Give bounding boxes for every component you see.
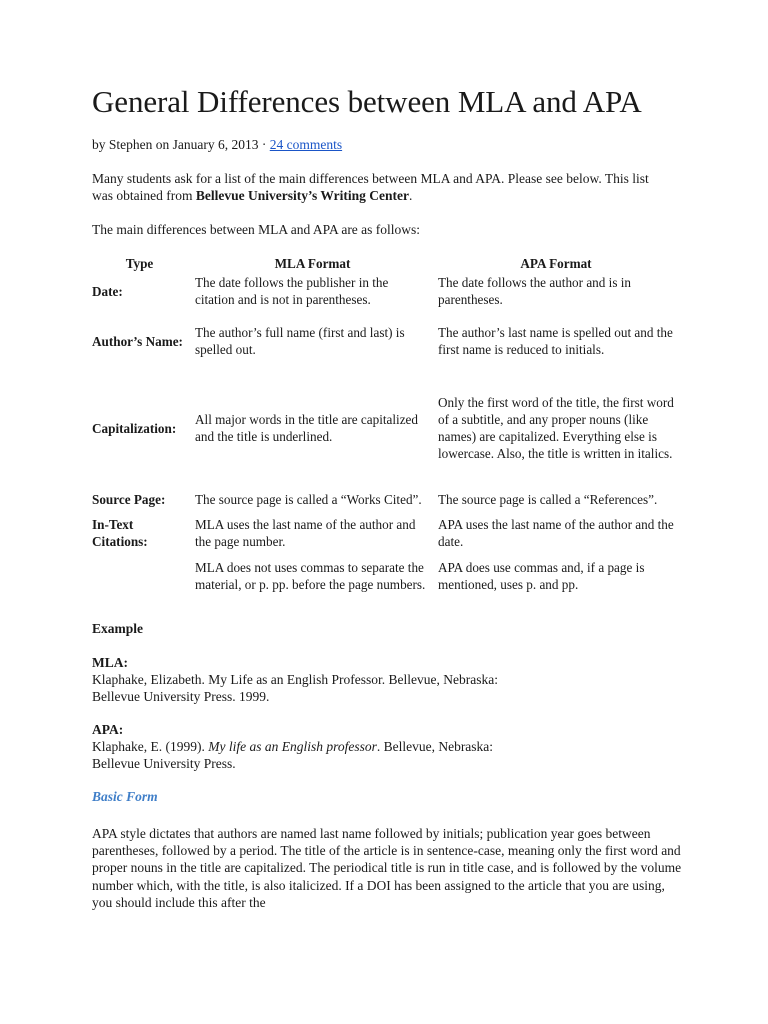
intro-text: Many students ask for a list of the main differences between MLA and APA. Please see below. This list was obtained from [92, 171, 649, 203]
example-heading: Example [92, 621, 144, 636]
row-type: Source Page: [92, 491, 166, 507]
byline [92, 137, 342, 153]
row-mla: The author’s full name (first and last) is spelled out. [195, 325, 405, 357]
table-row [88, 308, 678, 374]
intro-source: Bellevue University’s Writing Center [195, 188, 409, 203]
lead-paragraph: The main differences between MLA and APA are as follows: [92, 222, 421, 237]
apa-example-citation [92, 738, 512, 772]
row-mla: MLA uses the last name of the author and the page number. [195, 517, 416, 549]
basic-form-heading: Basic Form [92, 789, 158, 804]
row-type: Author’s Name: [92, 333, 183, 349]
mla-example-label: MLA: [92, 655, 128, 670]
byline-author-date: by Stephen on January 6, 2013 · [92, 137, 270, 152]
basic-form-paragraph: APA style dictates that authors are named last name followed by initials; publication year goes between parentheses, followed by a period. The title of the article is in sentence-case, meaning only the first word and proper nouns in the title are capitalized. The periodical title is run in title case, and is followed by the volume number which, with the title, is also italicized. If a DOI has been assigned to the article that you are using, you should include this after the [92, 826, 682, 910]
table-row [88, 516, 678, 550]
apa-citation-suffix: . Bellevue, Nebraska: Bellevue University Press. [92, 739, 494, 771]
row-type: Capitalization: [92, 420, 177, 436]
article-title: General Differences between MLA and APA [92, 84, 642, 119]
row-mla: The date follows the publisher in the citation and is not in parentheses. [195, 275, 389, 307]
apa-citation-title: My life as an English professor [208, 739, 377, 754]
table-row [88, 374, 678, 482]
row-apa: The author’s last name is spelled out and the first name is reduced to initials. [438, 325, 673, 357]
row-mla: MLA does not uses commas to separate the material, or p. pp. before the page numbers. [195, 560, 426, 592]
table-header-row [88, 253, 678, 274]
row-apa: APA uses the last name of the author and the date. [438, 517, 674, 549]
row-apa: APA does use commas and, if a page is mentioned, uses p. and pp. [438, 560, 645, 592]
apa-citation-prefix: Klaphake, E. (1999). [92, 739, 209, 754]
row-apa: Only the first word of the title, the first word of a subtitle, and any proper nouns (like names) are capitalized. Everything else is lowercase. Also, the title is written in italics. [438, 395, 674, 461]
table-row [88, 274, 678, 308]
mla-example-citation: Klaphake, Elizabeth. My Life as an English Professor. Bellevue, Nebraska: Bellevue University Press. 1999. [92, 672, 499, 704]
intro-suffix: . [408, 188, 413, 203]
header-type: Type [125, 256, 154, 271]
table-row [88, 482, 678, 516]
row-type: In-Text Citations: [92, 517, 148, 549]
row-type: Date: [92, 283, 123, 299]
row-mla: The source page is called a “Works Cited”. [195, 491, 422, 507]
comments-link[interactable]: 24 comments [269, 137, 343, 152]
apa-example-label: APA: [92, 722, 124, 737]
differences-table [88, 253, 678, 602]
row-apa: The source page is called a “References”. [438, 491, 658, 507]
row-type [88, 550, 191, 602]
header-apa: APA Format [520, 256, 592, 271]
header-mla: MLA Format [274, 256, 351, 271]
intro-paragraph [92, 170, 672, 204]
row-apa: The date follows the author and is in parentheses. [438, 275, 632, 307]
table-row [88, 550, 678, 602]
row-mla: All major words in the title are capitalized and the title is underlined. [195, 412, 419, 444]
